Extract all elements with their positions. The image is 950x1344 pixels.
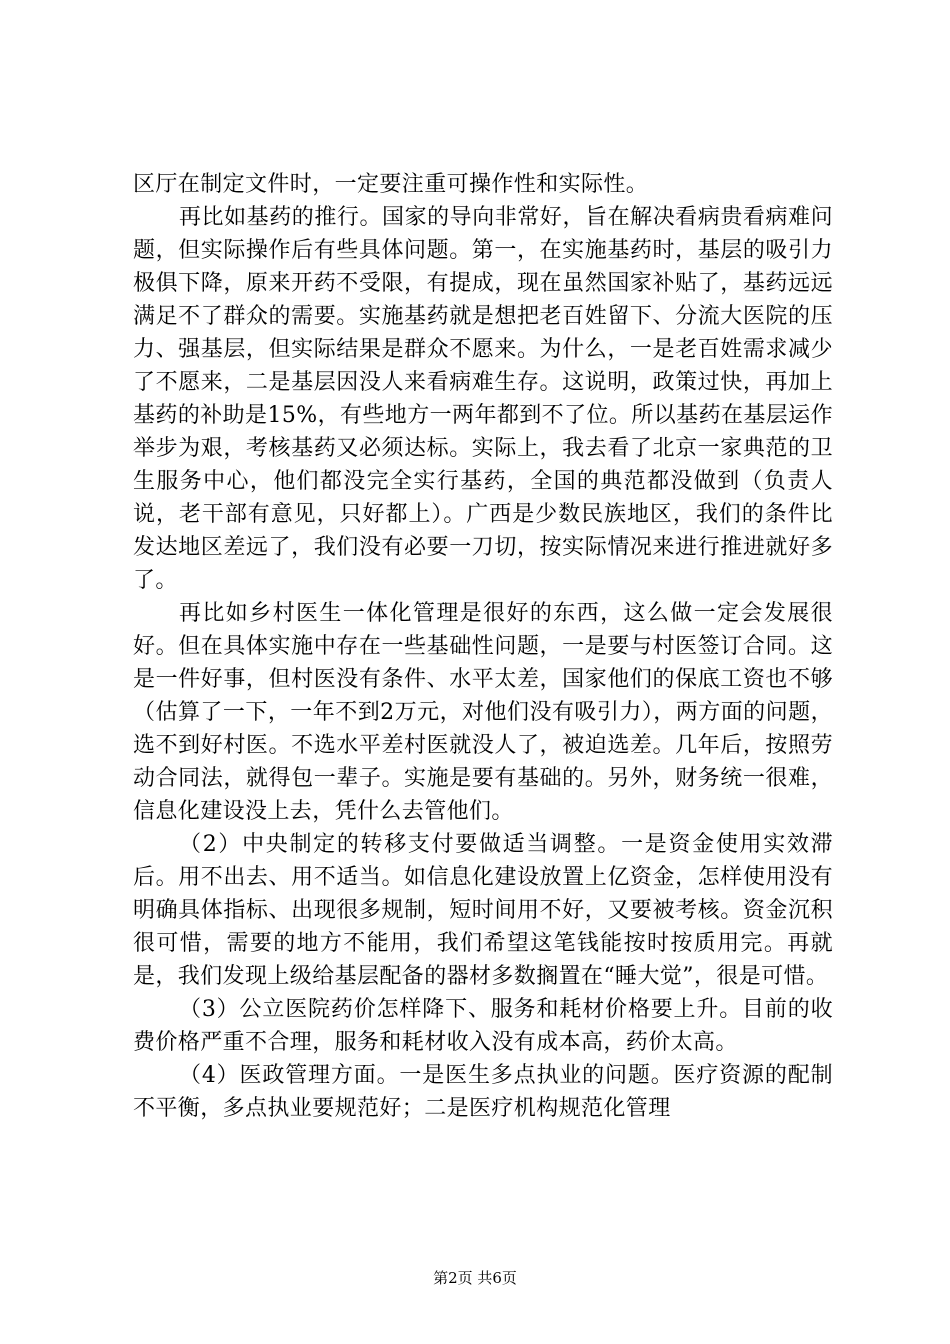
page-footer (0, 1268, 950, 1288)
page-number-label: 第2页 共6页 (433, 1269, 517, 1287)
document-body (133, 168, 833, 1125)
paragraph-medical-administration: （4）医政管理方面。一是医生多点执业的问题。医疗资源的配制不平衡，多点执业要规范好；二是医疗机构规范化管理 (133, 1063, 833, 1121)
paragraph-essential-drugs: 再比如基药的推行。国家的导向非常好，旨在解决看病贵看病难问题，但实际操作后有些具体问题。第一，在实施基药时，基层的吸引力极俱下降，原来开药不受限，有提成，现在虽然国家补贴了，基药远远满足不了群众的需要。实施基药就是想把老百姓留下、分流大医院的压力、强基层，但实际结果是群众不愿来。为什么，一是老百姓需求减少了不愿来，二是基层因没人来看病难生存。这说明，政策过快，再加上基药的补助是15%，有些地方一两年都到不了位。所以基药在基层运作举步为艰，考核基药又必须达标。实际上，我去看了北京一家典范的卫生服务中心，他们都没完全实行基药，全国的典范都没做到（负责人说，老干部有意见，只好都上）。广西是少数民族地区，我们的条件比发达地区差远了，我们没有必要一刀切，按实际情况来进行推进就好多了。 (133, 205, 833, 593)
paragraph-village-doctors: 再比如乡村医生一体化管理是很好的东西，这么做一定会发展很好。但在具体实施中存在一些基础性问题，一是要与村医签订合同。这是一件好事，但村医没有条件、水平太差，国家他们的保底工资也不够（估算了一下，一年不到2万元，对他们没有吸引力），两方面的问题，选不到好村医。不选水平差村医就没人了，被迫选差。几年后，按照劳动合同法，就得包一辈子。实施是要有基础的。另外，财务统一很难，信息化建设没上去，凭什么去管他们。 (133, 601, 833, 824)
paragraph-continuation: 区厅在制定文件时，一定要注重可操作性和实际性。 (133, 172, 649, 197)
paragraph-drug-prices: （3）公立医院药价怎样降下、服务和耗材价格要上升。目前的收费价格严重不合理，服务和耗材收入没有成本高，药价太高。 (133, 997, 833, 1055)
paragraph-transfer-payments: （2）中央制定的转移支付要做适当调整。一是资金使用实效滞后。用不出去、用不适当。如信息化建设放置上亿资金，怎样使用没有明确具体指标、出现很多规制，短时间用不好，又要被考核。资金沉积很可惜，需要的地方不能用，我们希望这笔钱能按时按质用完。再就是，我们发现上级给基层配备的器材多数搁置在“睡大觉”，很是可惜。 (133, 832, 833, 989)
